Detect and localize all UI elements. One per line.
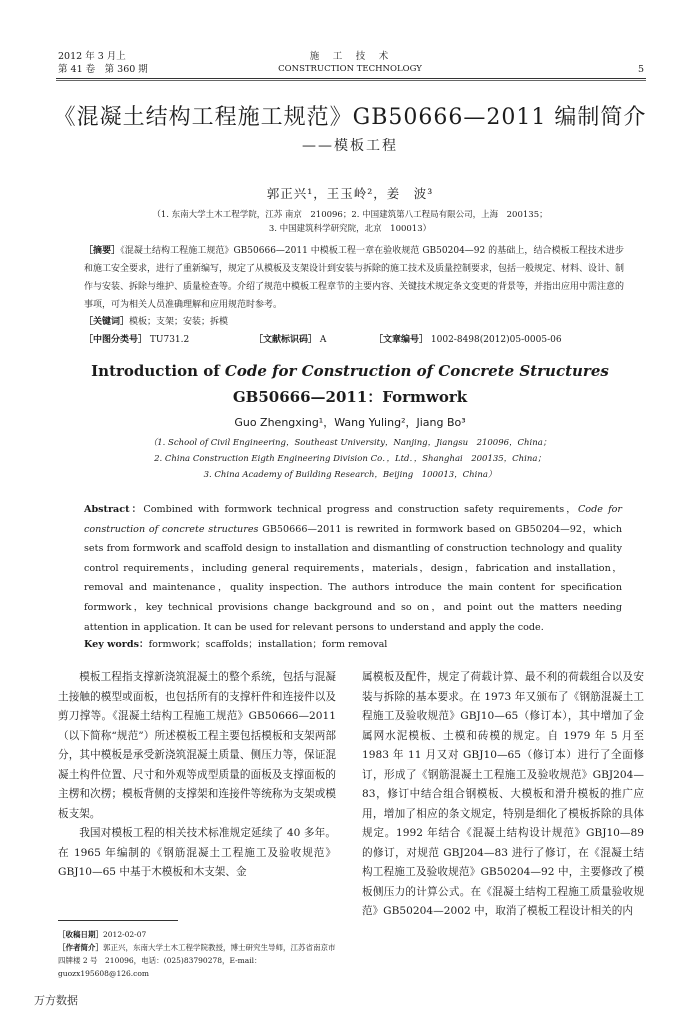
volume-issue: 第 41 卷 第 360 期: [58, 64, 148, 75]
clc-label: ［中图分类号］: [84, 335, 148, 345]
doc-code-label: ［文献标识码］: [254, 335, 318, 345]
affiliation-en-line-2: 2. China Construction Eigth Engineering Division Co．，Ltd．，Shanghai 200135，China；: [154, 454, 546, 464]
header-rule-thin: [56, 80, 646, 81]
abstract-en-label: Abstract：: [84, 504, 144, 515]
received-label: ［收稿日期］: [58, 930, 103, 939]
issue-date: 2012 年 3 月上: [58, 51, 126, 62]
footnote-rule: [58, 920, 178, 921]
article-number-value: 1002-8498(2012)05-0005-06: [430, 335, 562, 345]
journal-name-en: CONSTRUCTION TECHNOLOGY: [278, 64, 422, 74]
received-value: 2012-02-07: [103, 930, 147, 939]
article-number-label: ［文章编号］: [374, 335, 429, 345]
abstract-en-italic: Code for construction of concrete structures: [84, 504, 622, 535]
authors-en: Guo Zhengxing¹，Wang Yuling²，Jiang Bo³: [234, 416, 466, 429]
paper-title-en-line-1: [40, 362, 660, 380]
abstract-en-part-1: Combined with formwork technical progress and construction safety requirements，: [143, 504, 578, 515]
running-header-left: [58, 50, 148, 76]
keywords-cn: [84, 314, 228, 327]
affiliation-en-line-3: 3. China Academy of Building Research，Beijing 100013，China）: [203, 470, 497, 480]
abstract-cn-label: ［摘要］: [84, 246, 121, 256]
article-number: [374, 332, 562, 345]
affiliation-cn-line-1: （1. 东南大学土木工程学院，江苏 南京 210096；2. 中国建筑第八工程局有限公司，上海 200135；: [152, 210, 548, 220]
body-column-right: [362, 668, 644, 922]
abstract-en: [84, 500, 622, 637]
affiliation-en-line-1: （1. School of Civil Engineering，Southeast University，Nanjing，Jiangsu 210096，China；: [148, 438, 552, 448]
abstract-en-part-2: GB50666—2011 is rewrited in formwork based on GB50204—92，which sets from formwork and scaffold design to installation and dismantling of construction technology and quality control requirements，including general requirements，materials，design，fabrication and installation，removal and maintenance，quality inspection. The authors introduce the main content for specification formwork，key technical provisions change background and so on，and point out the matters needing attention in application. It can be used for relevant persons to understand and apply the code.: [84, 523, 622, 633]
body-paragraph-1: 模板工程指支撑新浇筑混凝土的整个系统，包括与混凝土接触的模型或面板，也包括所有的支撑杆件和连接件以及剪刀撑等。《混凝土结构工程施工规范》GB50666—2011（以下简称“规范”）所述模板工程主要包括模板和支架两部分，其中模板是承受新浇筑混凝土质量、侧压力等，保证混凝土构件位置、尺寸和外观等成型质量的面板及支撑面板的主楞和次楞；模板背侧的支撑架和连接件等统称为支架或模板支架。: [58, 671, 336, 820]
bio-label: ［作者简介］: [58, 943, 103, 952]
body-column-left: [58, 668, 336, 883]
bio-text: 郭正兴，东南大学土木工程学院教授，博士研究生导师，江苏省南京市四牌楼 2 号 210096，电话：(025)83790278，E-mail：guozx195608@126.com: [58, 943, 336, 978]
paper-title-en-line-2: GB50666—2011：Formwork: [232, 388, 468, 406]
keywords-cn-label: ［关键词］: [84, 317, 130, 327]
paper-subtitle-cn: ——模板工程: [302, 138, 398, 154]
title-en-plain: Introduction of: [91, 362, 225, 380]
keywords-en: [84, 636, 387, 650]
footnote: [58, 928, 338, 980]
title-en-italic: Code for Construction of Concrete Structures: [224, 362, 609, 380]
document-code: [254, 332, 326, 345]
header-rule: [56, 78, 646, 79]
body-paragraph-2-cont: 属模板及配件，规定了荷载计算、最不利的荷载组合以及安装与拆除的基本要求。在 1973 年又颁布了《钢筋混凝土工程施工及验收规范》GBJ10—65（修订本），其中增加了金属网水泥模板、土模和砖模的规定。自 1979 年 5 月至 1983 年 11 月又对 GBJ10—65（修订本）进行了全面修订，形成了《钢筋混凝土工程施工及验收规范》GBJ204—83，修订中结合组合钢模板、大模板和滑升模板的推广应用，增加了相应的条文规定，特别是细化了模板拆除的具体规定。1992 年结合《混凝土结构设计规范》GBJ10—89 的修订，对规范 GBJ204—83 进行了修订，在《混凝土结构工程施工及验收规范》GB50204—92 中，主要修改了模板侧压力的计算公式。在《混凝土结构工程施工质量验收规范》GB50204—2002 中，取消了模板工程设计相关的内: [362, 671, 644, 917]
abstract-cn-text: 《混凝土结构工程施工规范》GB50666—2011 中模板工程一章在验收规范 GB50204—92 的基础上，结合模板工程技术进步和施工安全要求，进行了重新编写，规定了从模板及支架设计到安装与拆除的施工技术及质量控制要求，包括一般规定、材料、设计、制作与安装、拆除与维护、质量检查等。介绍了规范中模板工程章节的主要内容、关键技术规定条文变更的背景等，并指出应用中需注意的事项，可为相关人员准确理解和应用规范时参考。: [84, 246, 625, 310]
journal-name-cn: 施 工 技 术: [309, 51, 391, 62]
author-bio: [58, 941, 338, 980]
keywords-en-text: formwork；scaffolds；installation；form removal: [148, 639, 388, 650]
running-header-center: [250, 50, 450, 76]
keywords-cn-text: 模板；支架；安装；拆模: [129, 317, 229, 327]
received-date: [58, 928, 338, 941]
paper-title-cn: 《混凝土结构工程施工规范》GB50666—2011 编制简介: [53, 105, 647, 130]
affiliation-cn-line-2: 3. 中国建筑科学研究院，北京 100013）: [268, 224, 432, 234]
wanfang-watermark: 万方数据: [34, 994, 78, 1007]
clc-value: TU731.2: [149, 335, 190, 345]
authors-cn: 郭正兴¹，王玉岭²，姜 波³: [266, 186, 434, 201]
abstract-cn: [84, 242, 624, 314]
page-number: 5: [637, 64, 644, 75]
doc-code-value: A: [319, 335, 327, 345]
keywords-en-label: Key words：: [84, 639, 149, 650]
clc-number: [84, 332, 189, 345]
body-paragraph-2: 我国对模板工程的相关技术标准规定延续了 40 多年。在 1965 年编制的《钢筋混凝土工程施工及验收规范》GBJ10—65 中基于木模板和木支架、金: [58, 827, 336, 878]
